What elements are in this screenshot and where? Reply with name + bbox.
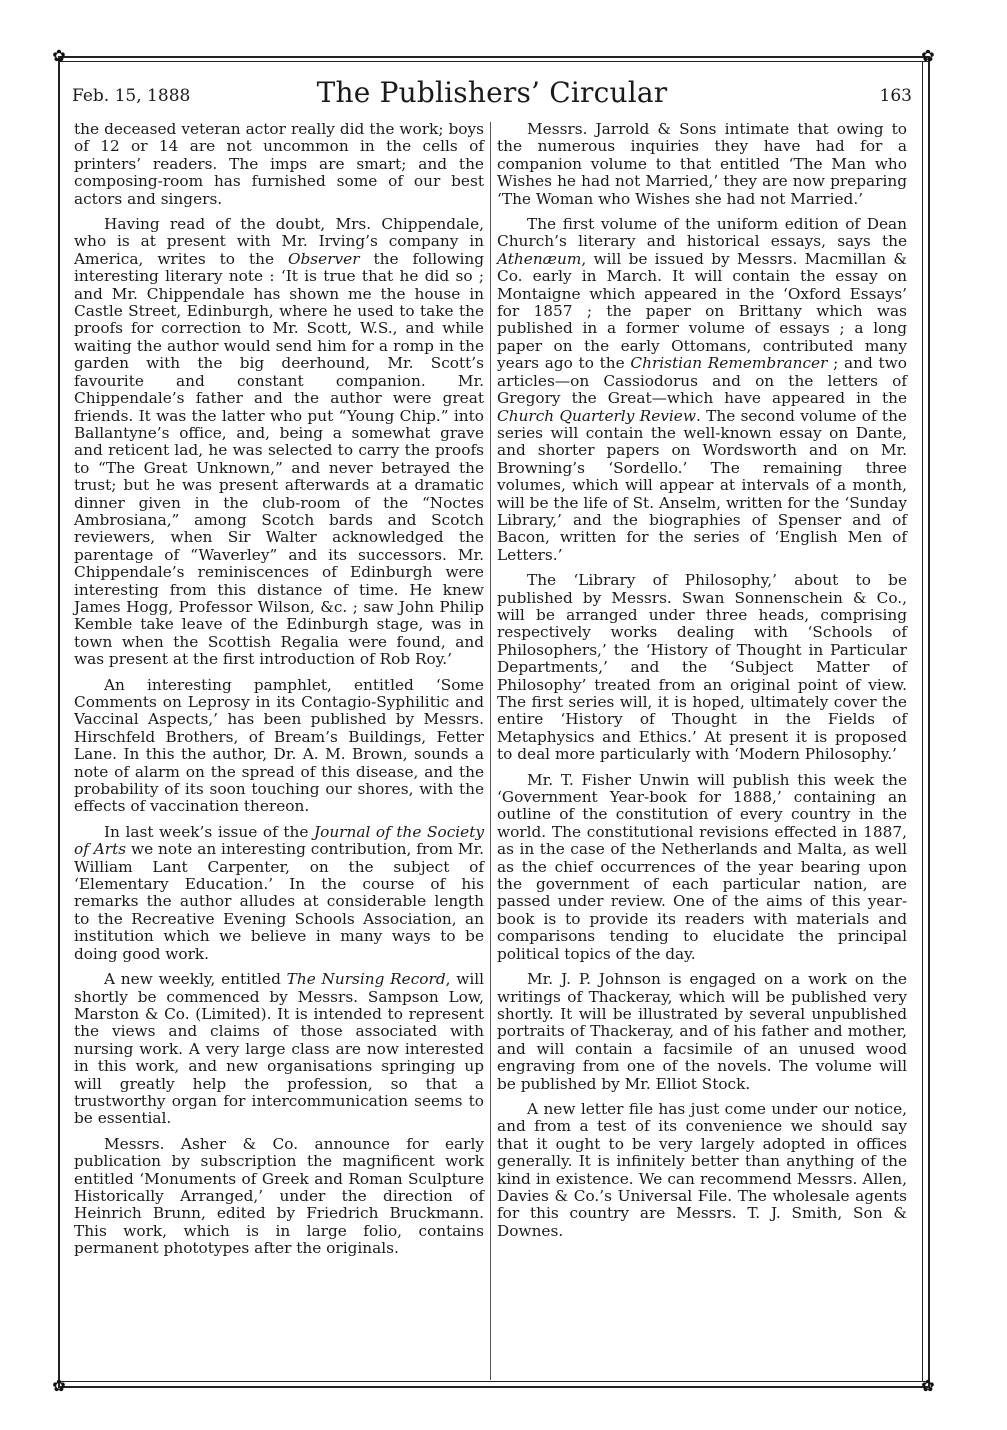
page-number: 163 [879, 86, 912, 106]
left-rule [58, 56, 60, 1388]
bottom-rule-thin [60, 1381, 928, 1382]
article-paragraph: A new weekly, entitled The Nursing Record, will shortly be commenced by Messrs. Sampson Low, Marston & Co. (Limited). It is intended to represent the views and claims of those associated with nursing work. A very large class are now interested in this work, and new organisations springing up will greatly help the profession, so that a trustworthy organ for intercommunication seems to be essential. [74, 970, 484, 1128]
publication-title: The Publishers’ Circular [316, 76, 668, 109]
article-paragraph: Mr. T. Fisher Unwin will publish this week the ‘Government Year-book for 1888,’ containing an outline of the constitution of every country in the world. The constitutional revisions effected in 1887, as in the case of the Netherlands and Malta, as well as the chief occurrences of the year bearing upon the government of each particular nation, are passed under review. One of the aims of this year-book is to provide its readers with materials and comparisons tending to elucidate the principal political topics of the day. [497, 770, 907, 963]
corner-ornament-icon: ✿ [921, 1376, 935, 1395]
issue-date: Feb. 15, 1888 [72, 86, 191, 106]
article-paragraph: Having read of the doubt, Mrs. Chippendale, who is at present with Mr. Irving’s company in America, writes to the Observer the following interesting literary note : ‘It is true that he did so ; and Mr. Chippendale has shown me the house in Castle Street, Edinburgh, where he used to take the proofs for correction to Mr. Scott, W.S., and while waiting the author would send him for a romp in the garden with the big deerhound, Mr. Scott’s favourite and constant companion. Mr. Chippendale’s father and the author were great friends. It was the latter who put “Young Chip.” into Ballantyne’s office, and, being a somewhat grave and reticent lad, he was selected to carry the proofs to “The Great Unknown,” and never betrayed the trust; but he was present afterwards at a dramatic dinner given in the club-room of the “Noctes Ambrosiana,” among Scotch bards and Scotch reviewers, when Sir Walter acknowledged the parentage of “Waverley” and its successors. Mr. Chippendale’s reminiscences of Edinburgh were interesting from this distance of time. He knew James Hogg, Professor Wilson, &c. ; saw John Philip Kemble take leave of the Edinburgh stage, was in town when the Scottish Regalia were found, and was present at the first introduction of Rob Roy.’ [74, 215, 484, 669]
right-rule-inner [922, 62, 923, 1382]
bottom-rule [60, 1386, 928, 1388]
article-paragraph: The first volume of the uniform edition of Dean Church’s literary and historical essays, says the Athenæum, will be issued by Messrs. Macmillan & Co. early in March. It will contain the essay on Montaigne which appeared in the ‘Oxford Essays’ for 1857 ; the paper on Brittany which was published in a former volume of essays ; a long paper on the early Ottomans, contributed many years ago to the Christian Remembrancer ; and two articles—on Cassiodorus and on the letters of Gregory the Great—which have appeared in the Church Quarterly Review. The second volume of the series will contain the well-known essay on Dante, and shorter papers on Wordsworth and on Mr. Browning’s ‘Sordello.’ The remaining three volumes, which will appear at intervals of a month, will be the life of St. Anselm, written for the ‘Sunday Library,’ and the biographies of Spenser and of Bacon, written for the series of ‘English Men of Letters.’ [497, 215, 907, 564]
column-divider [490, 122, 491, 1380]
article-paragraph: Messrs. Jarrold & Sons intimate that owing to the numerous inquiries they have had for a companion volume to that entitled ‘The Man who Wishes he had not Married,’ they are now preparing ‘The Woman who Wishes she had not Married.’ [497, 120, 907, 208]
page-header [72, 74, 912, 110]
article-paragraph: Mr. J. P. Johnson is engaged on a work on the writings of Thackeray, which will be published very shortly. It will be illustrated by several unpublished portraits of Thackeray, and of his father and mother, and will contain a facsimile of an unused wood engraving from one of the novels. The volume will be published by Mr. Elliot Stock. [497, 970, 907, 1093]
corner-ornament-icon: ✿ [52, 1376, 66, 1395]
right-column [497, 121, 907, 1248]
article-paragraph: The ‘Library of Philosophy,’ about to be published by Messrs. Swan Sonnenschein & Co., will be arranged under three heads, comprising respectively works dealing with ‘Schools of Philosophers,’ the ‘History of Thought in Particular Departments,’ and the ‘Subject Matter of Philosophy’ treated from an original point of view. The first series will, it is hoped, ultimately cover the entire ‘History of Thought in the Fields of Metaphysics and Ethics.’ At present it is proposed to deal more particularly with ‘Modern Philosophy.’ [497, 571, 907, 764]
corner-ornament-icon: ✿ [52, 46, 66, 65]
top-rule [60, 56, 928, 58]
article-paragraph: A new letter file has just come under our notice, and from a test of its convenience we should say that it ought to be very largely adopted in offices generally. It is infinitely better than anything of the kind in existence. We can recommend Messrs. Allen, Davies & Co.’s Universal File. The wholesale agents for this country are Messrs. T. J. Smith, Son & Downes. [497, 1099, 907, 1240]
corner-ornament-icon: ✿ [921, 46, 935, 65]
article-paragraph: An interesting pamphlet, entitled ‘Some Comments on Leprosy in its Contagio-Syphilitic and Vaccinal Aspects,’ has been published by Messrs. Hirschfeld Brothers, of Bream’s Buildings, Fetter Lane. In this the author, Dr. A. M. Brown, sounds a note of alarm on the spread of this disease, and the probability of its soon touching our shores, with the effects of vaccination thereon. [74, 675, 484, 816]
article-paragraph: the deceased veteran actor really did the work; boys of 12 or 14 are not uncommon in the cells of printers’ readers. The imps are smart; and the composing-room has furnished some of our best actors and singers. [74, 120, 484, 208]
left-column [74, 121, 484, 1266]
right-rule-outer [928, 56, 930, 1388]
top-rule-thin [60, 61, 928, 62]
article-paragraph: In last week’s issue of the Journal of the Society of Arts we note an interesting contribution, from Mr. William Lant Carpenter, on the subject of ‘Elementary Education.’ In the course of his remarks the author alludes at considerable length to the Recreative Evening Schools Association, an institution which we believe in many ways to be doing good work. [74, 822, 485, 963]
article-paragraph: Messrs. Asher & Co. announce for early publication by subscription the magnificent work entitled ‘Monuments of Greek and Roman Sculpture Historically Arranged,’ under the direction of Heinrich Brunn, edited by Friedrich Bruckmann. This work, which is in large folio, contains permanent phototypes after the originals. [74, 1134, 484, 1258]
